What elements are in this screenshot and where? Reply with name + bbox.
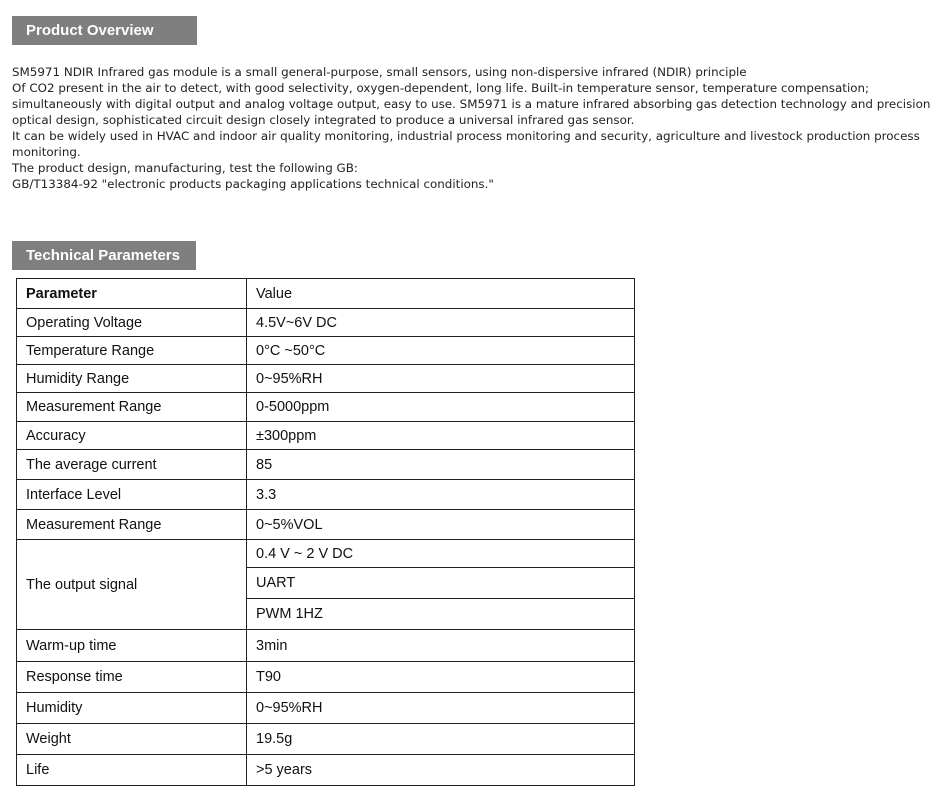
table-row xyxy=(17,393,635,422)
table-row xyxy=(17,422,635,450)
param-cell: Accuracy xyxy=(17,422,247,450)
value-cell: 3min xyxy=(247,630,635,662)
value-cell: 0~95%RH xyxy=(247,693,635,724)
param-cell: Temperature Range xyxy=(17,337,247,365)
table-row xyxy=(17,480,635,510)
overview-line: simultaneously with digital output and analog voltage output, easy to use. SM5971 is a mature infrared absorbing gas detection technology and precision xyxy=(12,97,931,111)
overview-line: SM5971 NDIR Infrared gas module is a small general-purpose, small sensors, using non-dispersive infrared (NDIR) principle xyxy=(12,65,747,79)
value-cell: 85 xyxy=(247,450,635,480)
param-cell: Measurement Range xyxy=(17,393,247,422)
table-row xyxy=(17,365,635,393)
value-cell: >5 years xyxy=(247,755,635,786)
value-cell: 19.5g xyxy=(247,724,635,755)
overview-line: monitoring. xyxy=(12,145,81,159)
overview-line: Of CO2 present in the air to detect, with good selectivity, oxygen-dependent, long life. Built-in temperature sensor, temperature compensation; xyxy=(12,81,870,95)
table-row xyxy=(17,337,635,365)
value-cell: 0~95%RH xyxy=(247,365,635,393)
table-row xyxy=(17,540,635,568)
value-cell: ±300ppm xyxy=(247,422,635,450)
table-row xyxy=(17,510,635,540)
overview-line: GB/T13384-92 "electronic products packaging applications technical conditions." xyxy=(12,177,494,191)
product-overview-heading: Product Overview xyxy=(12,16,197,45)
table-row xyxy=(17,662,635,693)
technical-parameters-table xyxy=(16,278,635,786)
param-cell: Life xyxy=(17,755,247,786)
param-cell: Response time xyxy=(17,662,247,693)
overview-line: The product design, manufacturing, test the following GB: xyxy=(12,161,358,175)
table-row xyxy=(17,450,635,480)
column-header-value: Value xyxy=(247,279,635,309)
column-header-parameter: Parameter xyxy=(17,279,247,309)
overview-line: optical design, sophisticated circuit design closely integrated to produce a universal infrared gas sensor. xyxy=(12,113,635,127)
table-row xyxy=(17,755,635,786)
value-cell: UART xyxy=(247,568,635,599)
value-cell: 4.5V~6V DC xyxy=(247,309,635,337)
param-cell: Humidity Range xyxy=(17,365,247,393)
overview-line: It can be widely used in HVAC and indoor air quality monitoring, industrial process monitoring and security, agriculture and livestock production process xyxy=(12,129,920,143)
table-row xyxy=(17,309,635,337)
value-cell: 3.3 xyxy=(247,480,635,510)
table-header-row xyxy=(17,279,635,309)
technical-parameters-heading: Technical Parameters xyxy=(12,241,196,270)
table-row xyxy=(17,630,635,662)
param-cell: Operating Voltage xyxy=(17,309,247,337)
param-cell: Warm-up time xyxy=(17,630,247,662)
param-cell: Weight xyxy=(17,724,247,755)
param-cell: The average current xyxy=(17,450,247,480)
value-cell: 0-5000ppm xyxy=(247,393,635,422)
product-overview-text xyxy=(12,64,932,192)
value-cell: T90 xyxy=(247,662,635,693)
value-cell: 0~5%VOL xyxy=(247,510,635,540)
value-cell: 0.4 V ~ 2 V DC xyxy=(247,540,635,568)
value-cell: 0°C ~50°C xyxy=(247,337,635,365)
param-cell: Humidity xyxy=(17,693,247,724)
table-row xyxy=(17,693,635,724)
param-cell: Interface Level xyxy=(17,480,247,510)
value-cell: PWM 1HZ xyxy=(247,599,635,630)
param-cell: Measurement Range xyxy=(17,510,247,540)
table-row xyxy=(17,724,635,755)
param-cell: The output signal xyxy=(17,540,247,630)
